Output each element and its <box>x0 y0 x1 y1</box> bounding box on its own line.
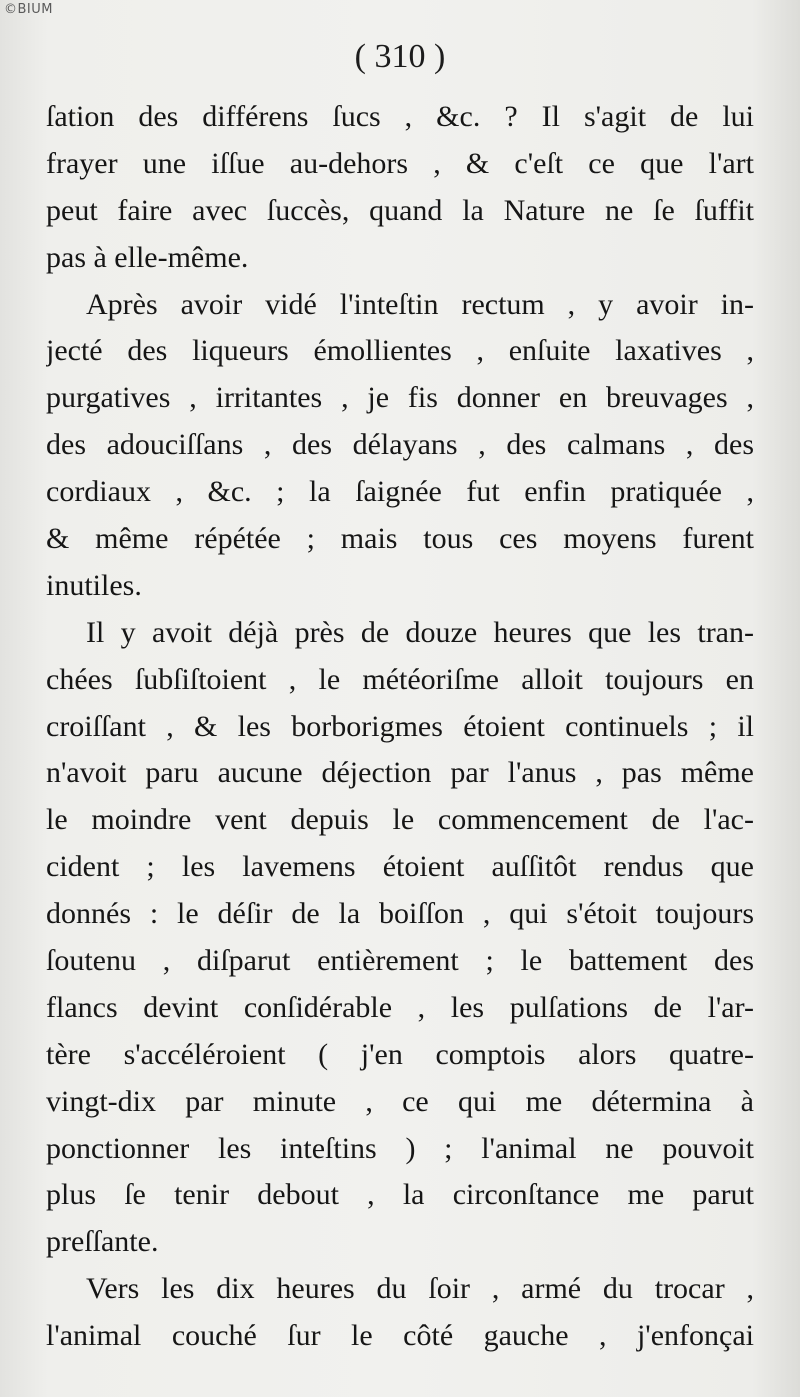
body-text <box>46 94 754 1360</box>
page-number: ( 310 ) <box>354 38 446 75</box>
text-line: Après avoir vidé l'inteſtin rectum , y avoir in- <box>86 287 754 321</box>
text-line: jecté des liqueurs émollientes , enſuite laxatives , <box>46 334 754 368</box>
text-line: cordiaux , &c. ; la ſaignée fut enfin pratiquée , <box>46 475 754 509</box>
text-line: Il y avoit déjà près de douze heures que les tran- <box>86 615 754 649</box>
text-line: croiſſant , & les borborigmes étoient continuels ; il <box>46 709 754 743</box>
text-line: cident ; les lavemens étoient auſſitôt rendus que <box>46 850 754 884</box>
text-line: frayer une iſſue au-dehors , & c'eſt ce que l'art <box>46 146 754 180</box>
watermark: ©BIUM <box>4 2 53 17</box>
text-line: Vers les dix heures du ſoir , armé du trocar , <box>86 1272 754 1306</box>
text-line: peut faire avec ſuccès, quand la Nature ne ſe ſuffit <box>46 193 754 227</box>
text-line: flancs devint conſidérable , les pulſations de l'ar- <box>46 990 754 1024</box>
text-line: l'animal couché ſur le côté gauche , j'enfonçai <box>46 1319 754 1353</box>
text-line: inutiles. <box>46 568 142 602</box>
text-line: donnés : le déſir de la boiſſon , qui s'étoit toujours <box>46 897 754 931</box>
text-line: preſſante. <box>46 1225 159 1259</box>
text-line: ponctionner les inteſtins ) ; l'animal ne pouvoit <box>46 1131 754 1165</box>
text-line: ſoutenu , diſparut entièrement ; le battement des <box>46 944 754 978</box>
text-line: chées ſubſiſtoient , le météoriſme alloit toujours en <box>46 662 754 696</box>
text-line: vingt-dix par minute , ce qui me détermina à <box>46 1084 754 1118</box>
text-line: purgatives , irritantes , je fis donner en breuvages , <box>46 381 754 415</box>
text-line: n'avoit paru aucune déjection par l'anus , pas même <box>46 756 754 790</box>
text-line: le moindre vent depuis le commencement de l'ac- <box>46 803 754 837</box>
text-line: ſation des différens ſucs , &c. ? Il s'agit de lui <box>46 100 754 133</box>
text-line: tère s'accéléroient ( j'en comptois alors quatre- <box>46 1037 754 1071</box>
text-line: pas à elle-même. <box>46 240 249 274</box>
text-line: & même répétée ; mais tous ces moyens furent <box>46 522 754 556</box>
text-line: des adouciſſans , des délayans , des calmans , des <box>46 428 754 462</box>
text-line: plus ſe tenir debout , la circonſtance me parut <box>46 1178 754 1212</box>
